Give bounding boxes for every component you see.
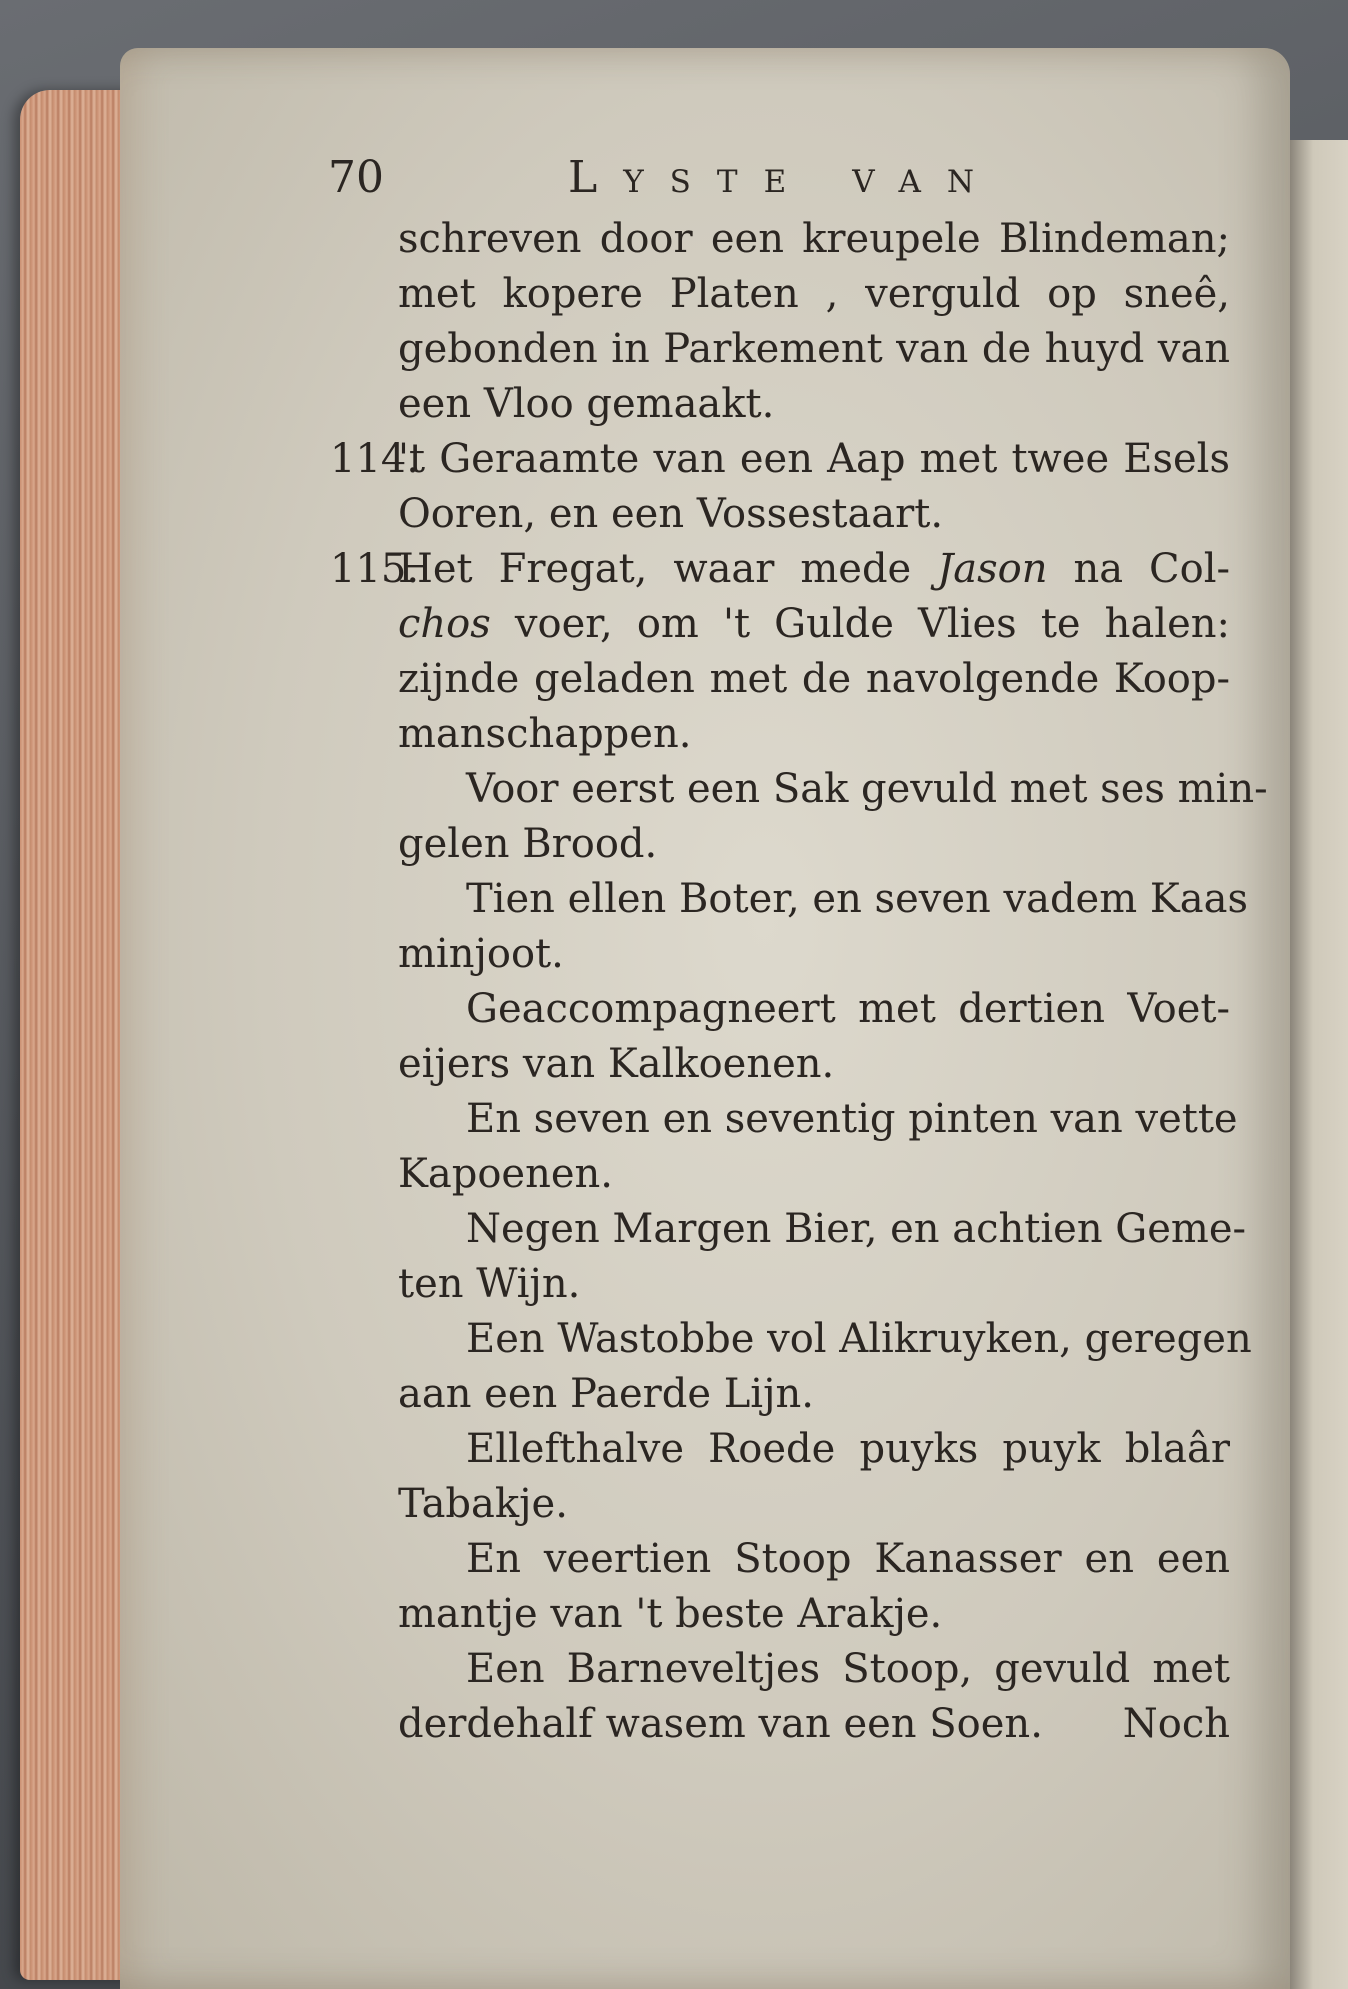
name-colchos: chos [398, 601, 491, 647]
entry-text: Het Fregat, waar mede [398, 546, 912, 592]
text-line: gebonden in Parkement van de huyd van [398, 326, 1230, 372]
catchword: Noch [1122, 1701, 1230, 1747]
text-line: aan een Paerde Lijn. [398, 1371, 814, 1417]
text-line: Voor eerst een Sak gevuld met ses min- [466, 766, 1268, 812]
entry-text: na Col- [1073, 546, 1231, 592]
cargo-paragraph [398, 762, 1268, 872]
text-line: Negen Margen Bier, en achtien Geme- [466, 1206, 1247, 1252]
text-line [398, 1697, 1230, 1752]
page-text [328, 150, 1268, 1752]
entry-text: derdehalf wasem van een Soen. [398, 1701, 1043, 1747]
text-line: een Vloo gemaakt. [398, 381, 775, 427]
text-line: Tien ellen Boter, en seven vadem Kaas [466, 876, 1248, 922]
item-number: 115. [330, 546, 420, 592]
page-header [328, 150, 1230, 212]
text-line: gelen Brood. [398, 821, 658, 867]
text-line: eijers van Kalkoenen. [398, 1041, 835, 1087]
cargo-paragraph [398, 872, 1248, 982]
page-number: 70 [328, 152, 384, 203]
text-line: Een Wastobbe vol Alikruyken, geregen [466, 1316, 1252, 1362]
text-line: En seven en seventig pinten van vette [466, 1096, 1238, 1142]
cargo-paragraph [398, 1312, 1252, 1422]
entry-115 [330, 542, 1231, 762]
text-line [398, 597, 1230, 652]
item-number: 114. [330, 436, 420, 482]
text-line: Tabakje. [398, 1481, 568, 1527]
text-line [330, 542, 1231, 597]
name-jason: Jason [937, 546, 1048, 592]
text-line: Geaccompagneert met dertien Voet- [466, 986, 1230, 1032]
text-line [330, 432, 1230, 487]
text-line: mantje van 't beste Arakje. [398, 1591, 943, 1637]
running-head: Lyste van [568, 152, 1001, 203]
cargo-paragraph [398, 1092, 1238, 1202]
cargo-paragraph [398, 1422, 1230, 1532]
facing-page-edge [1290, 140, 1348, 1989]
text-line: En veertien Stoop Kanasser en een [466, 1536, 1230, 1582]
entry-114 [330, 432, 1230, 542]
text-line: Ellefthalve Roede puyks puyk blaâr [466, 1426, 1230, 1472]
text-line: Ooren, en een Vossestaart. [398, 491, 944, 537]
text-line: manschappen. [398, 711, 692, 757]
text-line: met kopere Platen , verguld op sneê, [398, 271, 1230, 317]
cargo-paragraph [398, 1202, 1247, 1312]
entry-text: voer, om 't Gulde Vlies te halen: [514, 601, 1230, 647]
text-line: zijnde geladen met de navolgende Koop- [398, 656, 1230, 702]
text-line: Een Barneveltjes Stoop, gevuld met [466, 1646, 1230, 1692]
continuation-entry [398, 212, 1230, 432]
text-line: Kapoenen. [398, 1151, 613, 1197]
cargo-paragraph [398, 1642, 1230, 1752]
text-line: minjoot. [398, 931, 564, 977]
cargo-paragraph [398, 982, 1230, 1092]
cargo-paragraph [398, 1532, 1230, 1642]
cargo-list [398, 762, 1268, 1752]
entry-text: 't Geraamte van een Aap met twee Esels [398, 436, 1230, 482]
text-line: ten Wijn. [398, 1261, 581, 1307]
text-line: schreven door een kreupele Blindeman; [398, 216, 1230, 262]
